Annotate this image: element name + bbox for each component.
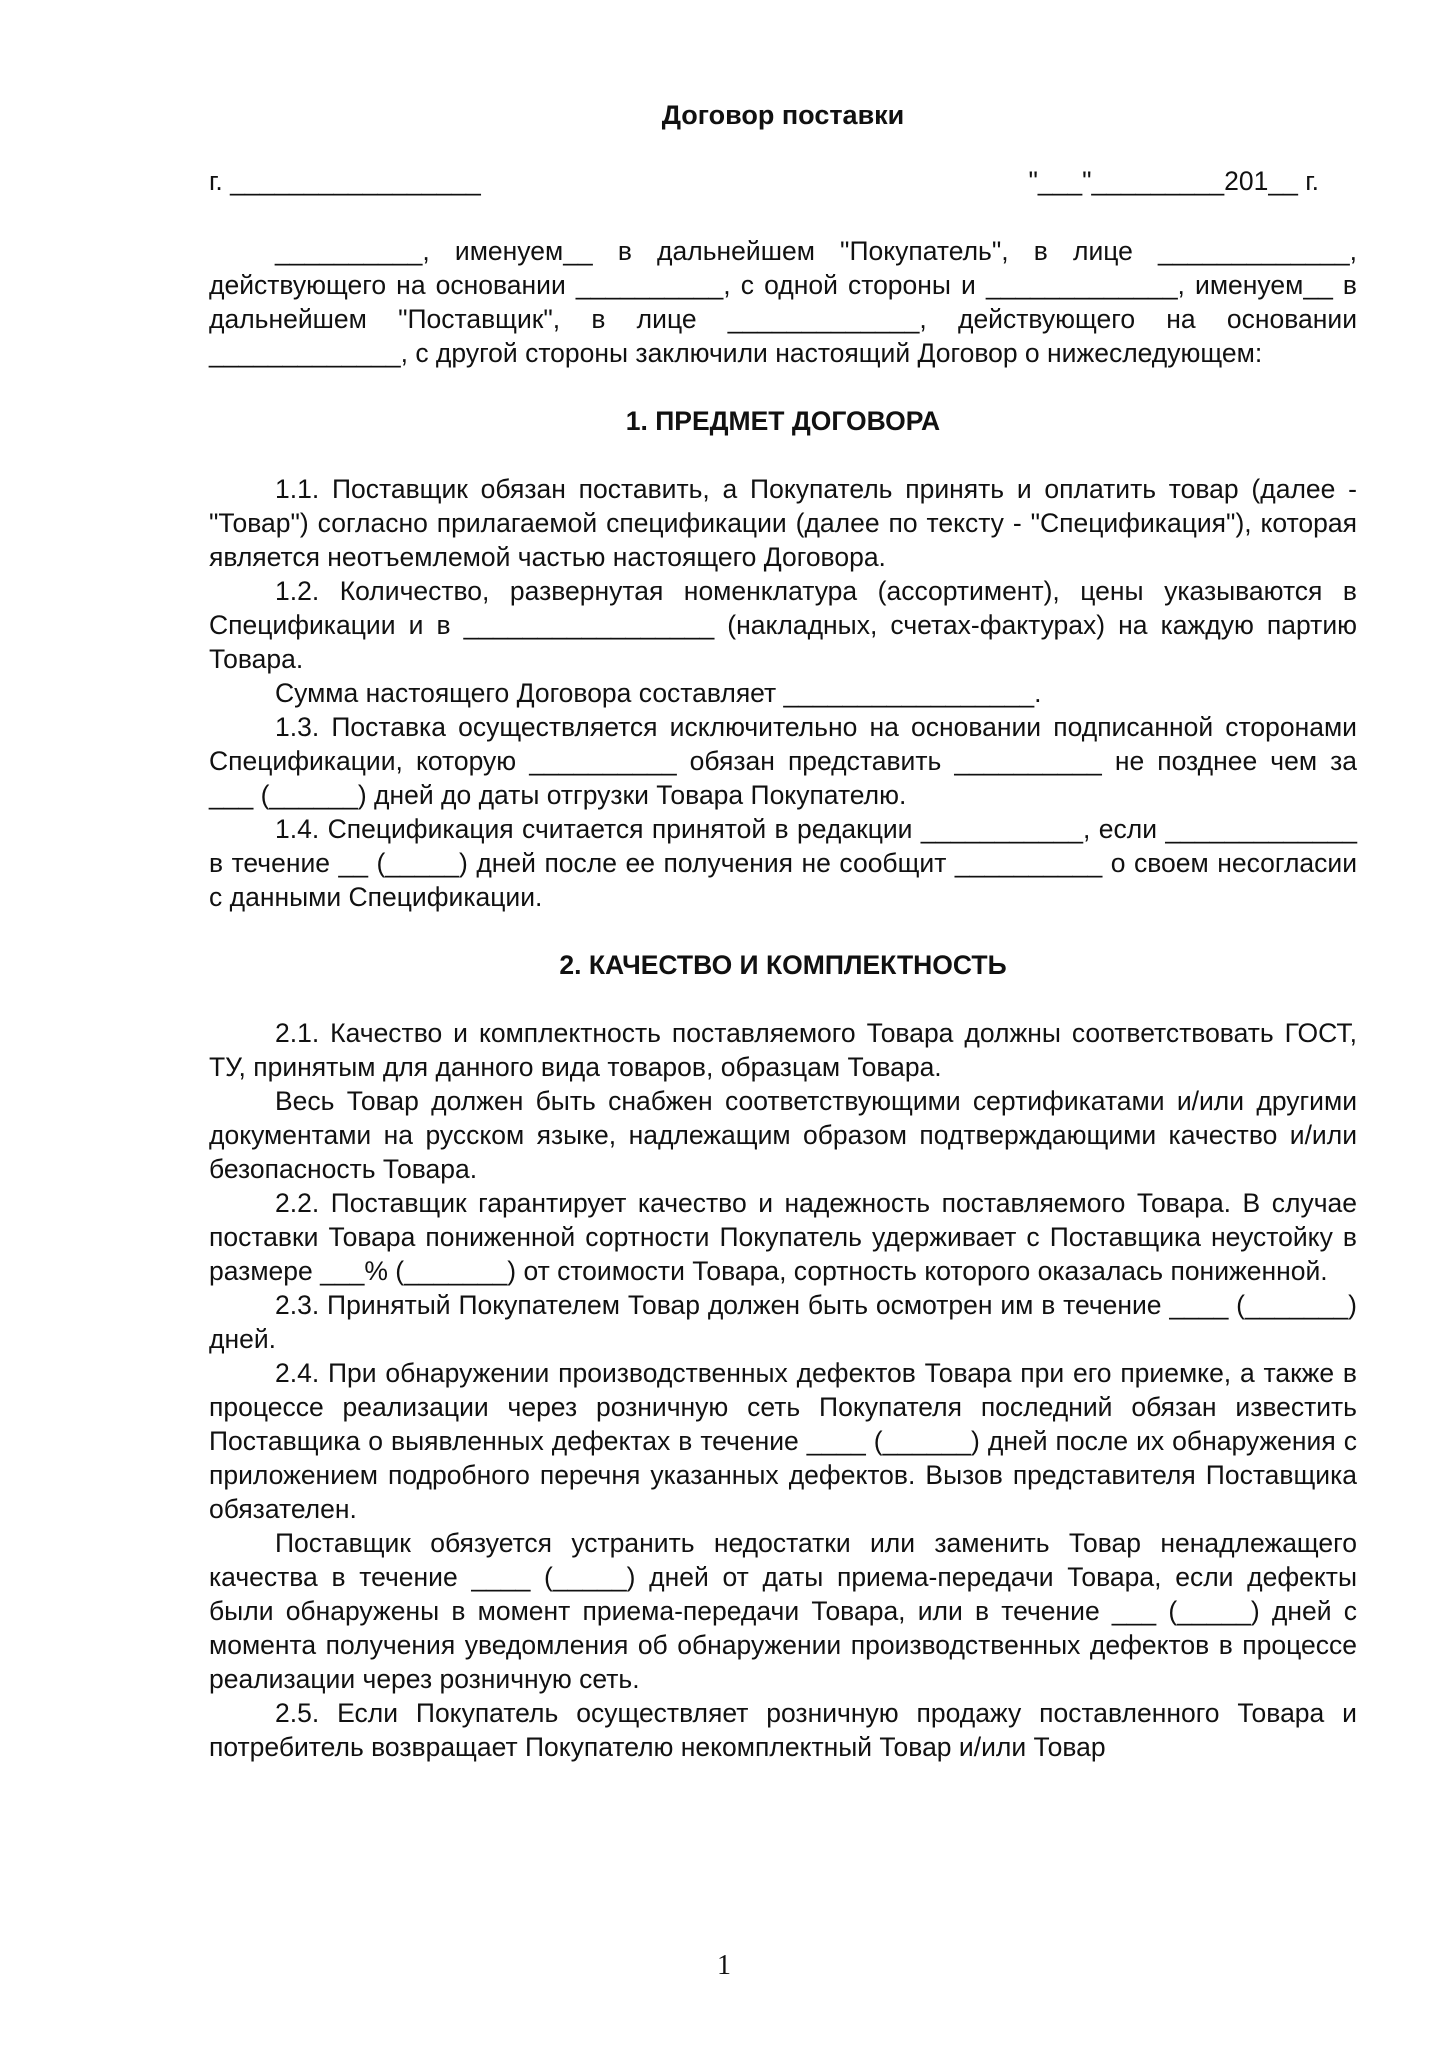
- clause-2-3: 2.3. Принятый Покупателем Товар должен быть осмотрен им в течение ____ (_______) дней.: [209, 1290, 1357, 1354]
- section-subject: [209, 404, 1357, 914]
- place-field: г. _________________: [209, 166, 481, 196]
- place-date-line: [209, 164, 1357, 198]
- document-title: Договор поставки: [661, 100, 905, 130]
- defect-replacement-paragraph: Поставщик обязуется устранить недостатки или заменить Товар ненадлежащего качества в течение ____ (_____) дней от даты приема-передачи Товара, если дефекты были обнаружены в момент приема-передачи Товара, или в течение ___ (_____) дней с момента получения уведомления об обнаружении производственных дефектов в процессе реализации через розничную сеть.: [209, 1528, 1357, 1694]
- section-heading: 1. ПРЕДМЕТ ДОГОВОРА: [625, 406, 941, 436]
- clause-1-2: 1.2. Количество, развернутая номенклатура (ассортимент), цены указываются в Спецификации и в _________________ (накладных, счетах-фактурах) на каждую партию Товара.: [209, 576, 1357, 674]
- date-field: "___"_________201__ г.: [1028, 166, 1319, 196]
- clause-2-1: 2.1. Качество и комплектность поставляемого Товара должны соответствовать ГОСТ, ТУ, принятым для данного вида товаров, образцам Товара.: [209, 1018, 1357, 1082]
- clause-1-4: 1.4. Спецификация считается принятой в редакции ___________, если _____________ в течение __ (_____) дней после ее получения не сообщит __________ о своем несогласии с данными Спецификации.: [209, 814, 1357, 912]
- section-quality: [209, 948, 1357, 1764]
- clause-2-5: 2.5. Если Покупатель осуществляет розничную продажу поставленного Товара и потребитель возвращает Покупателю некомплектный Товар и/или Товар: [209, 1698, 1357, 1762]
- clause-1-3: 1.3. Поставка осуществляется исключительно на основании подписанной сторонами Спецификации, которую __________ обязан представить __________ не позднее чем за ___ (______) дней до даты отгрузки Товара Покупателю.: [209, 712, 1357, 810]
- clause-1-1: 1.1. Поставщик обязан поставить, а Покупатель принять и оплатить товар (далее - "Товар") согласно прилагаемой спецификации (далее по тексту - "Спецификация"), которая является неотъемлемой частью настоящего Договора.: [209, 474, 1357, 572]
- page-number: 1: [717, 1950, 731, 1981]
- document-body: [209, 98, 1357, 1798]
- clause-2-2: 2.2. Поставщик гарантирует качество и надежность поставляемого Товара. В случае поставки Товара пониженной сортности Покупатель удерживает с Поставщика неустойку в размере ___% (_______) от стоимости Товара, сортность которого оказалась пониженной.: [209, 1188, 1357, 1286]
- clause-2-4: 2.4. При обнаружении производственных дефектов Товара при его приемке, а также в процессе реализации через розничную сеть Покупателя последний обязан известить Поставщика о выявленных дефектах в течение ____ (______) дней после их обнаружения с приложением подробного перечня указанных дефектов. Вызов представителя Поставщика обязателен.: [209, 1358, 1357, 1524]
- intro-paragraph: __________, именуем__ в дальнейшем "Покупатель", в лице _____________, действующего на основании __________, с одной стороны и _____________, именуем__ в дальнейшем "Поставщик", в лице _____________, действующего на основании _____________, с другой стороны заключили настоящий Договор о нижеследующем:: [209, 236, 1357, 368]
- contract-sum: Сумма настоящего Договора составляет _________________.: [275, 678, 1042, 708]
- certificates-paragraph: Весь Товар должен быть снабжен соответствующими сертификатами и/или другими документами на русском языке, надлежащим образом подтверждающими качество и/или безопасность Товара.: [209, 1086, 1357, 1184]
- section-heading: 2. КАЧЕСТВО И КОМПЛЕКТНОСТЬ: [559, 950, 1007, 980]
